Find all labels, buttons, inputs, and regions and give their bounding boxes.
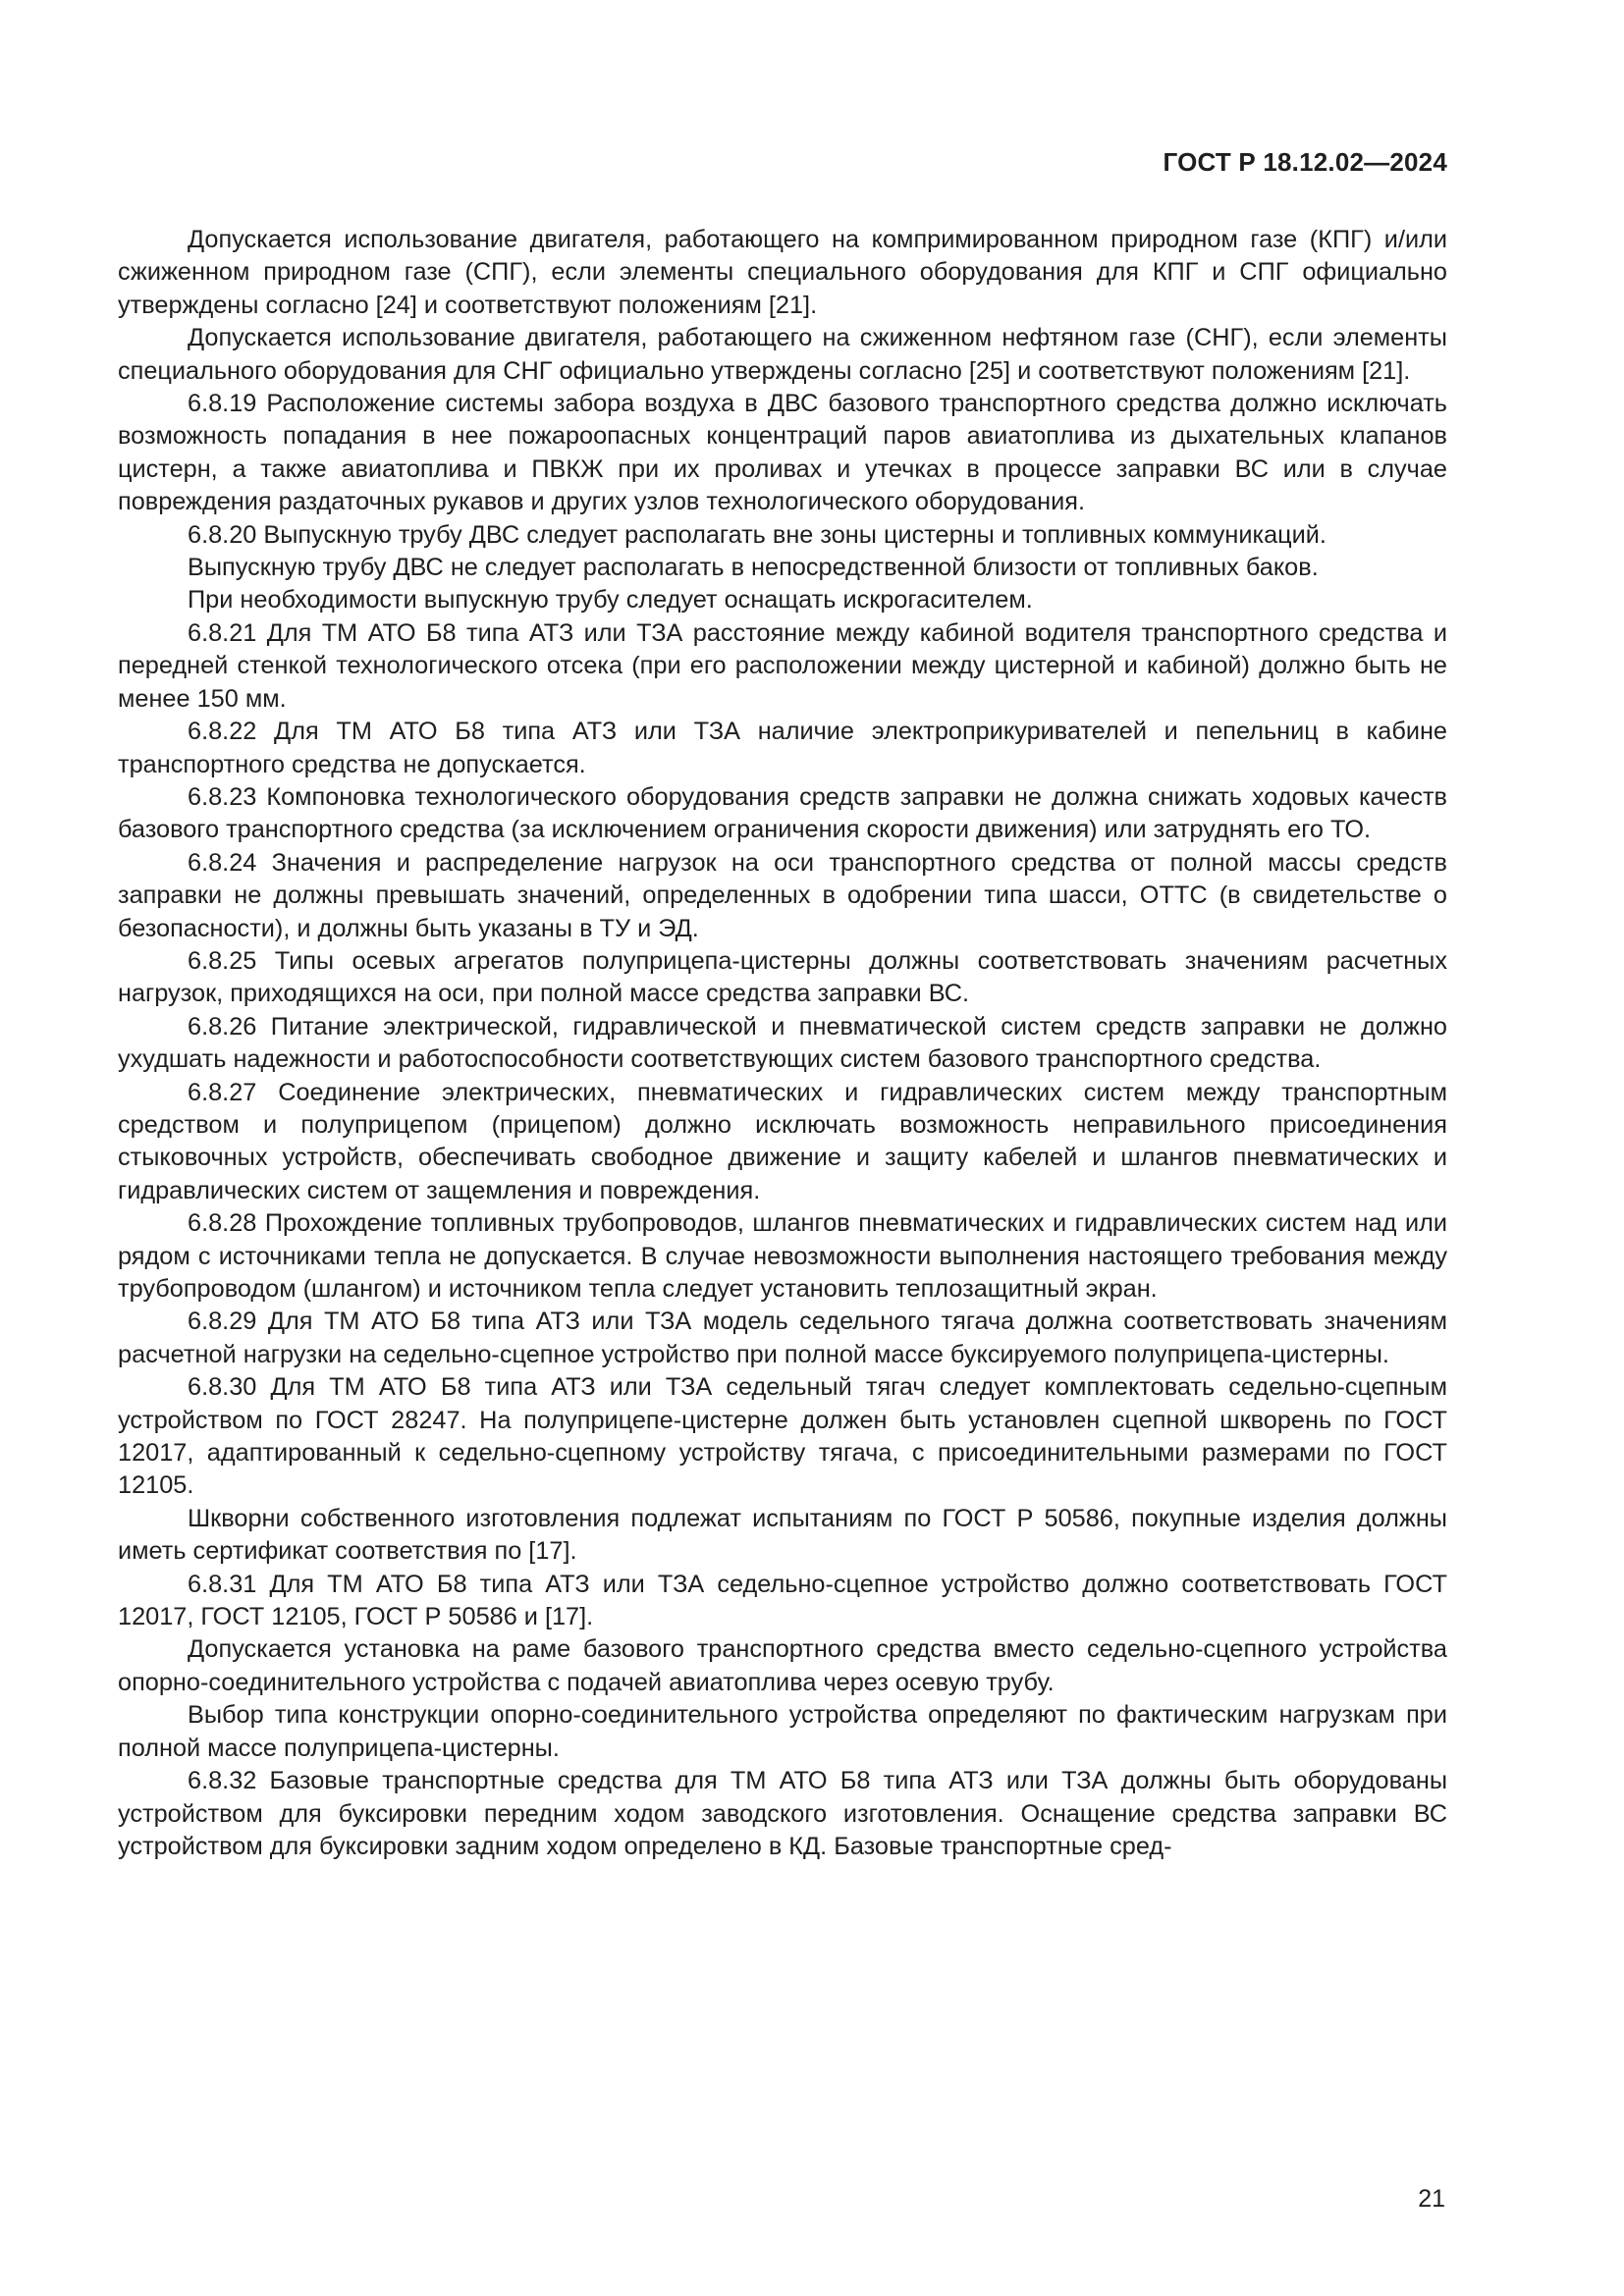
page-number: 21 xyxy=(1418,2185,1445,2213)
paragraph-6-8-20: 6.8.20 Выпускную трубу ДВС следует располагать вне зоны цистерны и топливных коммуникаций. xyxy=(188,520,1326,549)
paragraph: Шкворни собственного изготовления подлежат испытаниям по ГОСТ Р 50586, покупные изделия должны иметь сертификат соответствия по [17]. xyxy=(118,1504,1447,1566)
paragraph-6-8-27: 6.8.27 Соединение электрических, пневматических и гидравлических систем между транспортным средством и полуприцепом (прицепом) должно исключать возможность неправильного присоединения стыковочных устройств, обеспечивать свободное движение и защиту кабелей и шлангов пневматических и гидравлических систем от защемления и повреждения. xyxy=(118,1078,1447,1204)
document-code-header: ГОСТ Р 18.12.02—2024 xyxy=(1163,147,1447,177)
paragraph: Выбор типа конструкции опорно-соединительного устройства определяют по фактическим нагрузкам при полной массе полуприцепа-цистерны. xyxy=(118,1701,1447,1762)
paragraph-6-8-23: 6.8.23 Компоновка технологического оборудования средств заправки не должна снижать ходовых качеств базового транспортного средства (за исключением ограничения скорости движения) или затруднять его ТО. xyxy=(118,782,1447,844)
paragraph-6-8-32: 6.8.32 Базовые транспортные средства для ТМ АТО Б8 типа АТЗ или ТЗА должны быть оборудованы устройством для буксировки передним ходом заводского изготовления. Оснащение средства заправки ВС устройством для буксировки задним ходом определено в КД. Базовые транспортные сред- xyxy=(118,1767,1447,1860)
paragraph-6-8-19: 6.8.19 Расположение системы забора воздуха в ДВС базового транспортного средства должно исключать возможность попадания в нее пожароопасных концентраций паров авиатоплива из дыхательных клапанов цистерн, а также авиатоплива и ПВКЖ при их проливах и утечках в процессе заправки ВС или в случае повреждения раздаточных рукавов и других узлов технологического оборудования. xyxy=(118,390,1447,516)
paragraph-6-8-26: 6.8.26 Питание электрической, гидравлической и пневматической систем средств заправки не должно ухудшать надежности и работоспособности соответствующих систем базового транспортного средства. xyxy=(118,1012,1447,1074)
paragraph-6-8-25: 6.8.25 Типы осевых агрегатов полуприцепа-цистерны должны соответствовать значениям расчетных нагрузок, приходящихся на оси, при полной массе средства заправки ВС. xyxy=(118,946,1447,1008)
paragraph: Допускается использование двигателя, работающего на сжиженном нефтяном газе (СНГ), если элементы специального оборудования для СНГ официально утверждены согласно [25] и соответствуют положениям [21]. xyxy=(118,324,1447,385)
paragraph: Допускается установка на раме базового транспортного средства вместо седельно-сцепного устройства опорно-соединительного устройства с подачей авиатоплива через осевую трубу. xyxy=(118,1635,1447,1696)
paragraph: Допускается использование двигателя, работающего на компримированном природном газе (КПГ) и/или сжиженном природном газе (СПГ), если элементы специального оборудования для КПГ и СПГ официально утверждены согласно [24] и соответствуют положениям [21]. xyxy=(118,226,1447,319)
paragraph-6-8-31: 6.8.31 Для ТМ АТО Б8 типа АТЗ или ТЗА седельно-сцепное устройство должно соответствовать ГОСТ 12017, ГОСТ 12105, ГОСТ Р 50586 и [17]. xyxy=(118,1570,1447,1631)
paragraph-6-8-28: 6.8.28 Прохождение топливных трубопроводов, шлангов пневматических и гидравлических систем над или рядом с источниками тепла не допускается. В случае невозможности выполнения настоящего требования между трубопроводом (шлангом) и источником тепла следует установить теплозащитный экран. xyxy=(118,1209,1447,1303)
paragraph-6-8-24: 6.8.24 Значения и распределение нагрузок на оси транспортного средства от полной массы средств заправки не должны превышать значений, определенных в одобрении типа шасси, ОТТС (в свидетельстве о безопасности), и должны быть указаны в ТУ и ЭД. xyxy=(118,848,1447,942)
paragraph-6-8-22: 6.8.22 Для ТМ АТО Б8 типа АТЗ или ТЗА наличие электроприкуривателей и пепельниц в кабине транспортного средства не допускается. xyxy=(118,718,1447,778)
paragraph-6-8-30: 6.8.30 Для ТМ АТО Б8 типа АТЗ или ТЗА седельный тягач следует комплектовать седельно-сцепным устройством по ГОСТ 28247. На полуприцепе-цистерне должен быть установлен сцепной шкворень по ГОСТ 12017, адаптированный к седельно-сцепному устройству тягача, с присоединительными размерами по ГОСТ 12105. xyxy=(118,1373,1447,1500)
paragraph-6-8-21: 6.8.21 Для ТМ АТО Б8 типа АТЗ или ТЗА расстояние между кабиной водителя транспортного средства и передней стенкой технологического отсека (при его расположении между цистерной и кабиной) должно быть не менее 150 мм. xyxy=(118,618,1447,713)
document-body xyxy=(118,224,1447,1863)
paragraph: Выпускную трубу ДВС не следует располагать в непосредственной близости от топливных баков. xyxy=(188,554,1319,582)
paragraph-6-8-29: 6.8.29 Для ТМ АТО Б8 типа АТЗ или ТЗА модель седельного тягача должна соответствовать значениям расчетной нагрузки на седельно-сцепное устройство при полной массе буксируемого полуприцепа-цистерны. xyxy=(118,1308,1447,1368)
paragraph: При необходимости выпускную трубу следует оснащать искрогасителем. xyxy=(188,586,1033,614)
